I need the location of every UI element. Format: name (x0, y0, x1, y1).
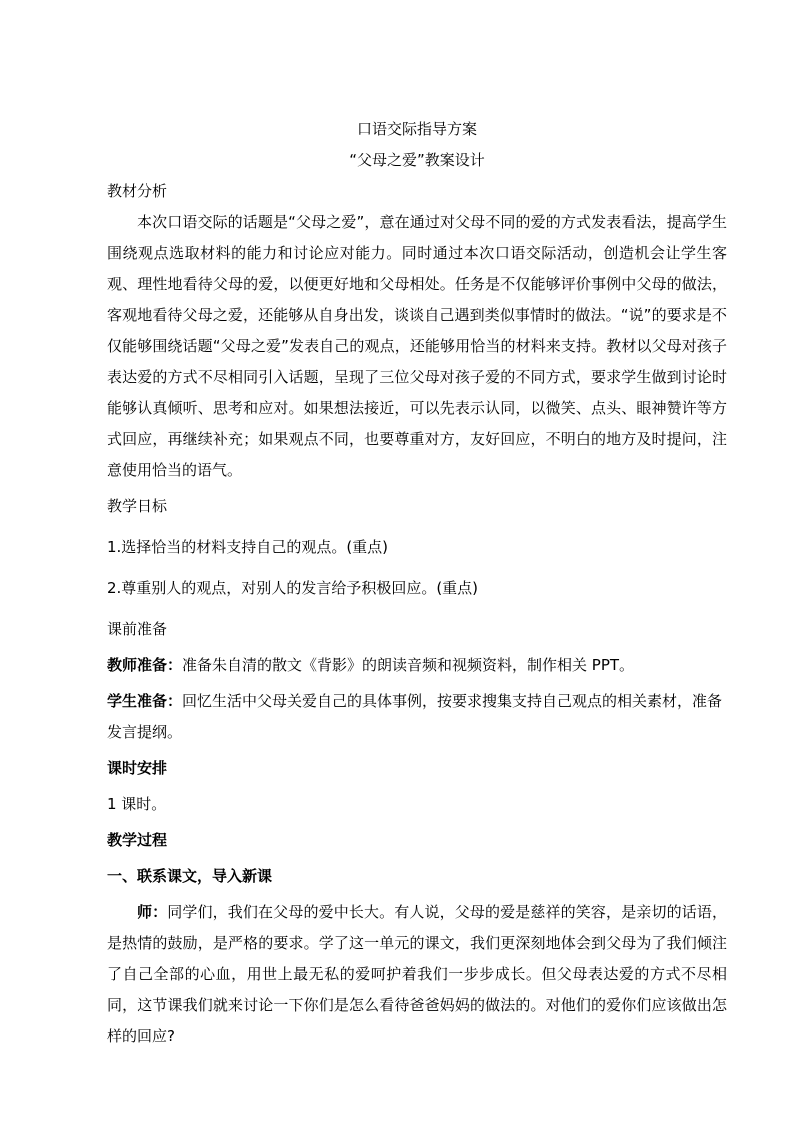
document-page (107, 114, 727, 1052)
teacher-prep (107, 650, 727, 681)
goal-item-1: 1.选择恰当的材料支持自己的观点。(重点) (107, 538, 389, 556)
student-prep (107, 686, 727, 748)
goals-heading: 教学日标 (107, 497, 168, 515)
schedule-text: 1 课时。 (107, 795, 167, 813)
analysis-heading: 教材分析 (107, 182, 168, 200)
analysis-body: 本次口语交际的话题是“父母之爱”，意在通过对父母不同的爱的方式发表看法，提高学生围绕观点选取材料的能力和讨论应对能力。同时通过本次口语交际活动，创造机会让学生客观、理性地看待父母的爱，以便更好地和父母相处。任务是不仅能够评价事例中父母的做法，客观地看待父母之爱，还能够从自身出发，谈谈自己遇到类似事情时的做法。“说”的要求是不仅能够围绕话题“父母之爱”发表自己的观点，还能够用恰当的材料来支持。教材以父母对孩子表达爱的方式不尽相同引入话题，呈现了三位父母对孩子爱的不同方式，要求学生做到讨论时能够认真倾听、思考和应对。如果想法接近，可以先表示认同，以微笑、点头、眼神赞许等方式回应，再继续补充；如果观点不同，也要尊重对方，友好回应，不明白的地方及时提问，注意使用恰当的语气。 (107, 213, 727, 479)
teacher-prep-text: 准备朱自清的散文《背影》的朗读音频和视频资料，制作相关 PPT。 (182, 656, 635, 674)
prep-heading: 课前准备 (107, 620, 168, 638)
student-prep-text: 回忆生活中父母关爱自己的具体事例，按要求搜集支持自己观点的相关素材，准备发言提纲。 (107, 692, 723, 741)
teacher-speech (107, 897, 727, 1052)
document-subtitle: “父母之爱”教案设计 (349, 151, 485, 169)
document-title: 口语交际指导方案 (356, 120, 477, 138)
student-prep-label: 学生准备： (107, 692, 183, 710)
goal-item-2: 2.尊重别人的观点，对别人的发言给予积极回应。(重点) (107, 579, 479, 597)
teacher-speech-text: 同学们，我们在父母的爱中长大。有人说，父母的爱是慈祥的笑容，是亲切的话语，是热情的鼓励，是严格的要求。学了这一单元的课文，我们更深刻地体会到父母为了我们倾注了自己全部的心血，用世上最无私的爱呵护着我们一步步成长。但父母表达爱的方式不尽相同，这节课我们就来讨论一下你们是怎么看待爸爸妈妈的做法的。对他们的爱你们应该做出怎样的回应? (107, 903, 727, 1045)
teacher-speech-label: 师： (137, 903, 168, 921)
process-heading: 教学过程 (107, 831, 168, 849)
teacher-prep-label: 教师准备： (107, 656, 183, 674)
process-step-1: 一、联系课文，导入新课 (107, 867, 273, 885)
schedule-heading: 课时安排 (107, 759, 168, 777)
